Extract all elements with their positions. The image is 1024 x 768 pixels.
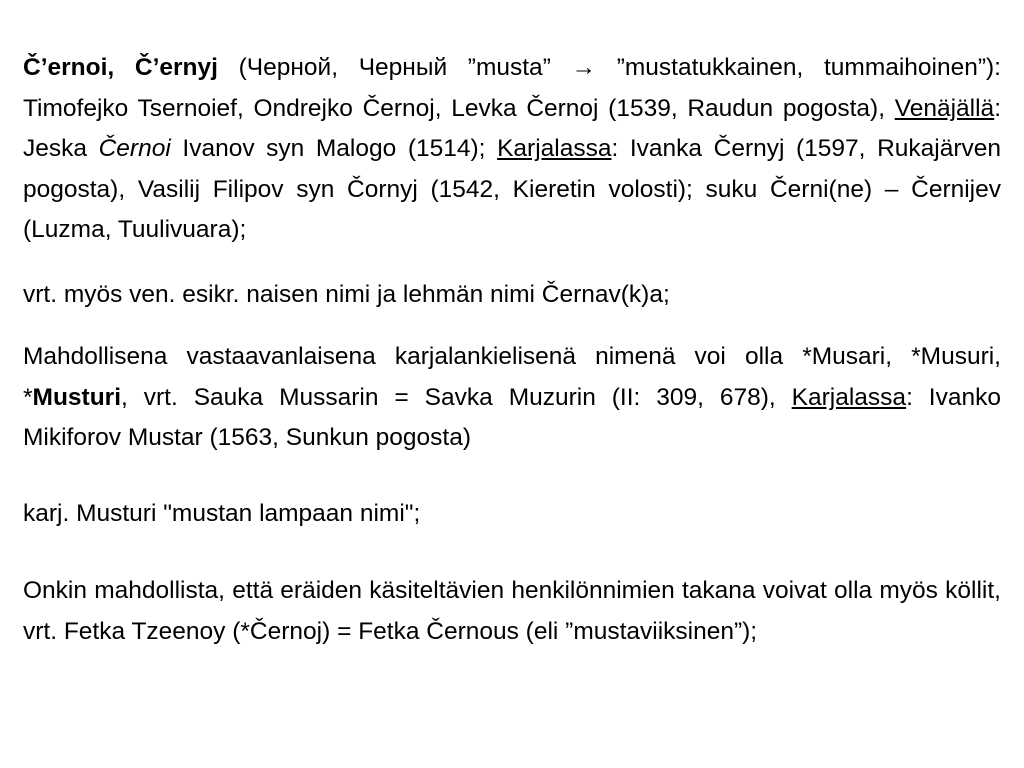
paragraph-musturi bbox=[23, 337, 1001, 459]
musturi-text-2: , vrt. Sauka Mussarin = Savka Muzurin (II: 309, 678), bbox=[121, 383, 792, 411]
entry-text-2: : Jeska bbox=[23, 94, 1001, 162]
italic-cernoi: Černoi bbox=[98, 135, 171, 162]
entry-text-1: (Черной, Черный ”musta” → ”mustatukkainen, tummaihoinen”): Timofejko Tsernoief, Ondrejko Černoj, Levka Černoj (1539, Raudun pogosta), bbox=[23, 54, 1001, 122]
document-page bbox=[23, 48, 1001, 652]
entry-text-4: : Ivanka Černyj (1597, Rukajärven pogosta), Vasilij Filipov syn Čornyj (1542, Kieretin volosti); suku Černi(ne) – Černijev (Luzma, Tuulivuara); bbox=[23, 135, 1002, 243]
paragraph-cernoi-entry bbox=[23, 48, 1001, 251]
musturi-text-1: Mahdollisena vastaavanlaisena karjalankielisenä nimenä voi olla *Musari, *Musuri, * bbox=[23, 343, 1001, 411]
underlined-venajalla: Venäjällä bbox=[894, 94, 995, 122]
bold-musturi: Musturi bbox=[32, 383, 122, 411]
entry-heading: Čʼernoi, Čʼernyj bbox=[23, 54, 218, 81]
entry-text-3: Ivanov syn Malogo (1514); bbox=[170, 135, 498, 162]
paragraph-comparison: vrt. myös ven. esikr. naisen nimi ja lehmän nimi Černav(k)a; bbox=[23, 280, 670, 308]
underlined-karjalassa: Karjalassa bbox=[497, 135, 612, 162]
paragraph-kollit: Onkin mahdollista, että eräiden käsiteltävien henkilönnimien takana voivat olla myös köllit, vrt. Fetka Tzeenoy (*Černoj) = Fetka Černous (eli ”mustaviiksinen”); bbox=[23, 577, 1001, 645]
paragraph-karj-musturi: karj. Musturi "mustan lampaan nimi"; bbox=[23, 499, 421, 527]
musturi-text-3: : Ivanko Mikiforov Mustar (1563, Sunkun pogosta) bbox=[23, 383, 1001, 451]
underlined-karjalassa-2: Karjalassa bbox=[791, 383, 907, 411]
